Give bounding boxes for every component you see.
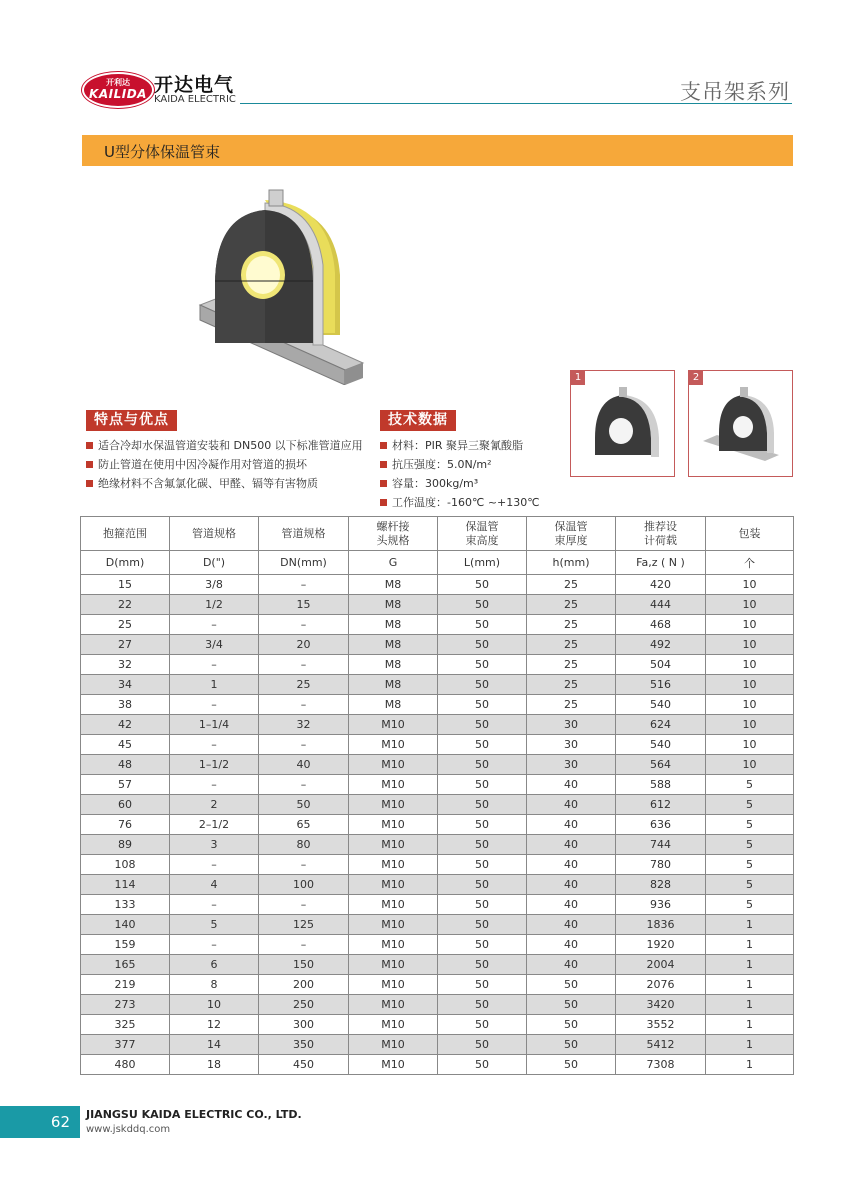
table-cell: 468	[616, 615, 706, 635]
table-cell: M8	[349, 595, 438, 615]
table-cell: 30	[527, 735, 616, 755]
unit-header: DN(mm)	[259, 551, 349, 575]
table-cell: 50	[438, 815, 527, 835]
table-cell: 350	[259, 1035, 349, 1055]
table-row	[81, 975, 794, 995]
table-cell: M10	[349, 835, 438, 855]
table-row	[81, 955, 794, 975]
table-cell: 1	[706, 935, 794, 955]
feature-item: 防止管道在使用中因冷凝作用对管道的损坏	[86, 455, 363, 474]
page-number: 62	[50, 1113, 70, 1131]
table-cell: 32	[81, 655, 170, 675]
column-header: 抱箍范围	[81, 517, 170, 551]
table-cell: 50	[527, 1055, 616, 1075]
tech-item-density: 容量：300kg/m³	[380, 474, 540, 493]
table-cell: 1/2	[170, 595, 259, 615]
table-cell: M10	[349, 735, 438, 755]
table-cell: 5412	[616, 1035, 706, 1055]
table-cell: 133	[81, 895, 170, 915]
table-cell: 325	[81, 1015, 170, 1035]
table-row	[81, 615, 794, 635]
table-row	[81, 635, 794, 655]
table-cell: 165	[81, 955, 170, 975]
table-cell: 14	[170, 1035, 259, 1055]
table-cell: M8	[349, 575, 438, 595]
table-cell: 114	[81, 875, 170, 895]
column-header: 螺杆接 头规格	[349, 517, 438, 551]
table-row	[81, 855, 794, 875]
table-cell: 25	[527, 615, 616, 635]
table-units-row	[81, 551, 794, 575]
table-cell: 4	[170, 875, 259, 895]
table-cell: 10	[706, 735, 794, 755]
table-cell: 1	[706, 995, 794, 1015]
table-cell: 50	[438, 795, 527, 815]
table-cell: M10	[349, 1055, 438, 1075]
table-cell: 48	[81, 755, 170, 775]
table-cell: 159	[81, 935, 170, 955]
table-row	[81, 735, 794, 755]
table-cell: 50	[438, 655, 527, 675]
table-cell: 50	[527, 995, 616, 1015]
table-cell: M10	[349, 755, 438, 775]
table-cell: 50	[438, 635, 527, 655]
table-cell: 7308	[616, 1055, 706, 1075]
table-cell: 42	[81, 715, 170, 735]
table-cell: 40	[527, 855, 616, 875]
table-cell: 22	[81, 595, 170, 615]
table-cell: –	[170, 695, 259, 715]
table-cell: –	[170, 895, 259, 915]
table-cell: 1	[706, 1055, 794, 1075]
table-cell: 1	[170, 675, 259, 695]
table-cell: 50	[438, 1035, 527, 1055]
table-cell: 612	[616, 795, 706, 815]
spec-table-body	[81, 575, 794, 1075]
table-cell: 50	[438, 735, 527, 755]
table-row	[81, 895, 794, 915]
table-cell: 50	[438, 975, 527, 995]
table-cell: 50	[438, 615, 527, 635]
column-header: 管道规格	[170, 517, 259, 551]
table-cell: 516	[616, 675, 706, 695]
table-cell: 50	[438, 1055, 527, 1075]
table-cell: 27	[81, 635, 170, 655]
table-cell: 5	[706, 855, 794, 875]
table-cell: 125	[259, 915, 349, 935]
table-cell: 3/4	[170, 635, 259, 655]
table-cell: 20	[259, 635, 349, 655]
table-row	[81, 655, 794, 675]
thumbnail-2	[688, 370, 793, 477]
column-header: 保温管 束高度	[438, 517, 527, 551]
table-cell: 5	[706, 835, 794, 855]
table-cell: 50	[527, 975, 616, 995]
table-cell: 50	[438, 835, 527, 855]
table-cell: 10	[706, 695, 794, 715]
table-cell: 10	[706, 675, 794, 695]
table-row	[81, 915, 794, 935]
table-cell: 15	[259, 595, 349, 615]
table-cell: 420	[616, 575, 706, 595]
table-row	[81, 795, 794, 815]
table-cell: 10	[706, 595, 794, 615]
table-cell: 50	[438, 1015, 527, 1035]
table-cell: M8	[349, 635, 438, 655]
thumbnail-number: 1	[571, 371, 585, 385]
table-cell: M10	[349, 895, 438, 915]
table-cell: 50	[438, 595, 527, 615]
unit-header: G	[349, 551, 438, 575]
table-cell: 12	[170, 1015, 259, 1035]
table-cell: M10	[349, 815, 438, 835]
table-cell: 3552	[616, 1015, 706, 1035]
table-cell: 936	[616, 895, 706, 915]
table-cell: 588	[616, 775, 706, 795]
table-row	[81, 695, 794, 715]
table-cell: M10	[349, 995, 438, 1015]
table-cell: 40	[527, 795, 616, 815]
section-title-bar	[82, 135, 793, 166]
table-cell: 1836	[616, 915, 706, 935]
table-cell: 50	[438, 995, 527, 1015]
table-cell: 540	[616, 695, 706, 715]
table-cell: 504	[616, 655, 706, 675]
table-cell: 60	[81, 795, 170, 815]
thumbnail-1	[570, 370, 675, 477]
table-cell: 3	[170, 835, 259, 855]
table-cell: M8	[349, 695, 438, 715]
company-logo	[82, 66, 242, 108]
table-cell: –	[259, 575, 349, 595]
footer-website: www.jskddq.com	[86, 1124, 171, 1135]
table-cell: 444	[616, 595, 706, 615]
table-cell: M10	[349, 855, 438, 875]
table-row	[81, 1035, 794, 1055]
table-cell: 25	[527, 595, 616, 615]
table-cell: 108	[81, 855, 170, 875]
table-cell: 2	[170, 795, 259, 815]
features-list	[86, 436, 363, 493]
table-row	[81, 595, 794, 615]
column-header: 保温管 束厚度	[527, 517, 616, 551]
table-cell: 50	[438, 915, 527, 935]
table-cell: 30	[527, 755, 616, 775]
table-cell: 1	[706, 1015, 794, 1035]
table-cell: –	[259, 935, 349, 955]
table-cell: 50	[259, 795, 349, 815]
table-cell: 30	[527, 715, 616, 735]
table-cell: –	[170, 775, 259, 795]
column-header: 管道规格	[259, 517, 349, 551]
table-cell: 480	[81, 1055, 170, 1075]
features-heading: 特点与优点	[86, 410, 177, 431]
table-cell: M10	[349, 975, 438, 995]
table-row	[81, 995, 794, 1015]
table-cell: 377	[81, 1035, 170, 1055]
table-cell: M10	[349, 1035, 438, 1055]
table-cell: –	[259, 855, 349, 875]
table-cell: 1	[706, 975, 794, 995]
table-cell: 80	[259, 835, 349, 855]
table-cell: 5	[706, 775, 794, 795]
table-row	[81, 1055, 794, 1075]
table-cell: M10	[349, 935, 438, 955]
table-cell: M10	[349, 915, 438, 935]
table-cell: 50	[438, 855, 527, 875]
table-cell: 5	[706, 815, 794, 835]
table-row	[81, 935, 794, 955]
table-cell: M10	[349, 795, 438, 815]
table-cell: 10	[170, 995, 259, 1015]
table-cell: 65	[259, 815, 349, 835]
table-cell: 1	[706, 915, 794, 935]
table-cell: M8	[349, 615, 438, 635]
unit-header: Fa,z ( N )	[616, 551, 706, 575]
table-cell: 40	[527, 815, 616, 835]
unit-header: 个	[706, 551, 794, 575]
table-cell: 300	[259, 1015, 349, 1035]
table-cell: 1	[706, 1035, 794, 1055]
table-cell: –	[259, 895, 349, 915]
table-cell: 76	[81, 815, 170, 835]
table-cell: 1–1/2	[170, 755, 259, 775]
table-cell: 25	[259, 675, 349, 695]
table-cell: 89	[81, 835, 170, 855]
unit-header: D(mm)	[81, 551, 170, 575]
table-cell: 10	[706, 655, 794, 675]
table-cell: 40	[527, 915, 616, 935]
table-cell: 1920	[616, 935, 706, 955]
table-cell: 50	[438, 895, 527, 915]
table-row	[81, 755, 794, 775]
table-cell: 50	[438, 755, 527, 775]
table-cell: 273	[81, 995, 170, 1015]
thumbnail-number: 2	[689, 371, 703, 385]
table-cell: 40	[259, 755, 349, 775]
table-cell: M8	[349, 655, 438, 675]
tech-item-temperature: 工作温度：-160℃ ~+130℃	[380, 493, 540, 512]
table-cell: 57	[81, 775, 170, 795]
unit-header: L(mm)	[438, 551, 527, 575]
footer-company: JIANGSU KAIDA ELECTRIC CO., LTD.	[86, 1108, 302, 1121]
table-cell: –	[259, 655, 349, 675]
table-cell: 624	[616, 715, 706, 735]
page-number-box	[0, 1106, 80, 1138]
table-cell: –	[170, 935, 259, 955]
table-cell: –	[259, 615, 349, 635]
table-cell: M10	[349, 875, 438, 895]
table-cell: 564	[616, 755, 706, 775]
table-cell: –	[170, 615, 259, 635]
table-cell: 780	[616, 855, 706, 875]
table-cell: 25	[527, 695, 616, 715]
table-cell: 100	[259, 875, 349, 895]
table-cell: –	[259, 735, 349, 755]
logo-english-name: KAIDA ELECTRIC	[154, 94, 236, 105]
table-cell: 5	[706, 875, 794, 895]
table-cell: –	[259, 775, 349, 795]
table-row	[81, 875, 794, 895]
table-cell: 50	[438, 575, 527, 595]
table-cell: 50	[438, 955, 527, 975]
logo-badge	[82, 72, 154, 108]
table-cell: 5	[170, 915, 259, 935]
table-cell: 40	[527, 835, 616, 855]
logo-badge-name: KAILIDA	[89, 87, 147, 101]
table-cell: 50	[438, 775, 527, 795]
table-cell: 25	[527, 655, 616, 675]
table-cell: 15	[81, 575, 170, 595]
table-cell: 2076	[616, 975, 706, 995]
table-row	[81, 1015, 794, 1035]
table-cell: 25	[527, 635, 616, 655]
table-cell: 25	[527, 575, 616, 595]
column-header: 包装	[706, 517, 794, 551]
tech-item-strength: 抗压强度：5.0N/m²	[380, 455, 540, 474]
table-cell: 40	[527, 935, 616, 955]
table-cell: 140	[81, 915, 170, 935]
tech-heading: 技术数据	[380, 410, 456, 431]
section-title: U型分体保温管束	[104, 143, 220, 161]
table-row	[81, 835, 794, 855]
table-cell: 50	[438, 675, 527, 695]
table-cell: –	[170, 855, 259, 875]
table-cell: 45	[81, 735, 170, 755]
column-header: 推荐设 计荷载	[616, 517, 706, 551]
table-cell: 492	[616, 635, 706, 655]
table-cell: 50	[438, 695, 527, 715]
table-cell: 2004	[616, 955, 706, 975]
table-cell: 5	[706, 895, 794, 915]
table-cell: 50	[438, 715, 527, 735]
table-cell: M10	[349, 715, 438, 735]
product-image	[195, 185, 365, 385]
table-cell: 450	[259, 1055, 349, 1075]
table-cell: –	[170, 655, 259, 675]
table-cell: 6	[170, 955, 259, 975]
table-row	[81, 715, 794, 735]
table-row	[81, 675, 794, 695]
feature-item: 适合冷却水保温管道安装和 DN500 以下标准管道应用	[86, 436, 363, 455]
unit-header: D(")	[170, 551, 259, 575]
feature-item: 绝缘材料不含氟氯化碳、甲醛、镉等有害物质	[86, 474, 363, 493]
table-cell: 25	[81, 615, 170, 635]
table-cell: 828	[616, 875, 706, 895]
table-cell: 636	[616, 815, 706, 835]
table-cell: 1	[706, 955, 794, 975]
tech-list	[380, 436, 540, 512]
table-row	[81, 815, 794, 835]
table-cell: –	[170, 735, 259, 755]
logo-chinese-name: 开达电气	[154, 74, 235, 96]
table-cell: 40	[527, 955, 616, 975]
table-cell: 200	[259, 975, 349, 995]
table-cell: 3/8	[170, 575, 259, 595]
series-title: 支吊架系列	[680, 80, 790, 104]
table-cell: 38	[81, 695, 170, 715]
table-cell: 540	[616, 735, 706, 755]
table-cell: 32	[259, 715, 349, 735]
table-cell: M10	[349, 775, 438, 795]
table-cell: 1–1/4	[170, 715, 259, 735]
table-cell: 250	[259, 995, 349, 1015]
table-cell: M8	[349, 675, 438, 695]
table-cell: 3420	[616, 995, 706, 1015]
table-cell: 50	[438, 935, 527, 955]
table-cell: 10	[706, 715, 794, 735]
table-row	[81, 575, 794, 595]
table-cell: 10	[706, 635, 794, 655]
table-cell: M10	[349, 955, 438, 975]
table-cell: 10	[706, 615, 794, 635]
table-cell: 25	[527, 675, 616, 695]
table-cell: 2–1/2	[170, 815, 259, 835]
table-cell: –	[259, 695, 349, 715]
table-cell: 34	[81, 675, 170, 695]
table-cell: 40	[527, 895, 616, 915]
table-header-row	[81, 517, 794, 551]
table-cell: 40	[527, 875, 616, 895]
table-cell: M10	[349, 1015, 438, 1035]
table-cell: 18	[170, 1055, 259, 1075]
table-cell: 50	[527, 1015, 616, 1035]
tech-item-material: 材料：PIR 聚异三聚氰酸脂	[380, 436, 540, 455]
spec-table	[80, 516, 794, 1075]
unit-header: h(mm)	[527, 551, 616, 575]
table-cell: 150	[259, 955, 349, 975]
table-cell: 10	[706, 575, 794, 595]
table-cell: 50	[438, 875, 527, 895]
table-cell: 40	[527, 775, 616, 795]
table-cell: 50	[527, 1035, 616, 1055]
table-cell: 744	[616, 835, 706, 855]
table-cell: 8	[170, 975, 259, 995]
table-cell: 10	[706, 755, 794, 775]
table-cell: 5	[706, 795, 794, 815]
table-cell: 219	[81, 975, 170, 995]
table-row	[81, 775, 794, 795]
logo-badge-top-text: 开利达	[106, 78, 130, 87]
